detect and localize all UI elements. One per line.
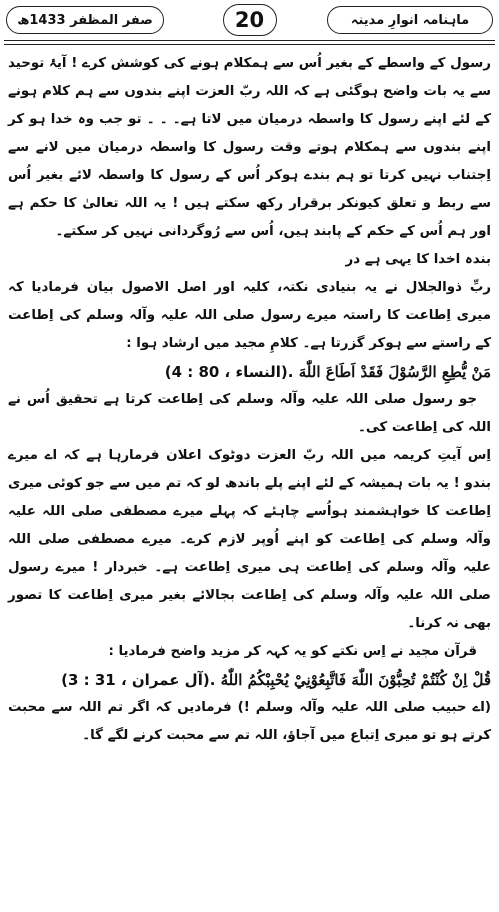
verse-1-reference: .(النساء ، 80 : 4) — [164, 363, 294, 381]
paragraph-4: اِس آیتِ کریمہ میں اللہ ربّ العزت دوٹوک اعلان فرمارہا ہے کہ اے میرے بندو ! یہ بات ہمیشہ کے لئے اپنے پلے باندھ لو کہ تم میں سے جو کوئی میری اِطاعت کا خواہشمند ہواُسے چاہئے کہ پہلے میرے مصطفی صلی اللہ علیہ وآلہ وسلم کی اِطاعت کو اپنے اُوپر لازم کرے۔ میرے مصطفی صلی اللہ علیہ وآلہ وسلم کی اِطاعت ہی میری اِطاعت ہے۔ خبردار ! میرے رسول صلی اللہ علیہ وآلہ وسلم کی اِطاعت بجالائے بغیر میری اِطاعت کا تصور بھی نہ کرنا۔ — [8, 448, 491, 631]
magazine-title: ماہنامہ انوارِ مدینہ — [327, 6, 493, 34]
paragraph-5: قرآن مجید نے اِس نکتے کو یہ کہہ کر مزید واضح فرمادیا : — [108, 644, 477, 659]
page-number: 20 — [223, 4, 277, 36]
quran-verse-2 — [8, 666, 491, 694]
quran-verse-1 — [8, 358, 491, 386]
paragraph-1: رسول کے واسطے کے بغیر اُس سے ہمکلام ہونے کی کوشش کرے ! آیۂ توحید سے یہ بات واضح ہوگئی ہے کہ اللہ ربّ العزت اپنے بندوں سے ہم کلام ہونے کے لئے اپنے رسول کا واسطہ درمیان میں لاتا ہے۔ ۔ ۔ تو جب وہ خدا ہو کر اپنے بندوں سے ہمکلام ہوتے وقت رسول کا واسطہ درمیان میں لانے سے اِجتناب نہیں کرتا تو ہم بندے ہوکر اُس کے رسول کا واسطہ لائے بغیر اُس سے ربط و تعلق کیونکر برقرار رکھ سکتے ہیں ! یہ اللہ تعالیٰ کا حکم ہے اور ہم اُس کے حکم کے پابند ہیں، اُس سے رُوگردانی نہیں کر سکتے۔ — [8, 56, 491, 239]
paragraph-3: جو رسول صلی اللہ علیہ وآلہ وسلم کی اِطاعت کرتا ہے تحقیق اُس نے اللہ کی اِطاعت کی۔ — [8, 392, 491, 435]
paragraph-2: ربِّ ذوالجلال نے یہ بنیادی نکتہ، کلیہ اور اصل الاصول بیان فرمادیا کہ میری اِطاعت کا راستہ میرے رسول صلی اللہ علیہ وآلہ وسلم کی اِطاعت کے راستے سے ہوکر گزرتا ہے۔ کلامِ مجید میں ارشاد ہوا : — [8, 280, 491, 351]
page-header — [4, 4, 495, 38]
verse-2-reference: .(آل عمران ، 31 : 3) — [61, 671, 216, 689]
subheading: بندہ اخدا کا یہی ہے در — [345, 252, 491, 267]
verse-1-text: مَنْ يُّطِعِ الرَّسُوْلَ فَقَدْ اَطَاعَ اللّٰهَ — [298, 363, 491, 381]
paragraph-6: (اے حبیب صلی اللہ علیہ وآلہ وسلم !) فرمادیں کہ اگر تم اللہ سے محبت کرتے ہو تو میری اِتباع میں آجاؤ، اللہ تم سے محبت کرنے لگے گا۔ — [8, 700, 491, 743]
header-rule-top — [4, 40, 495, 41]
verse-2-text: قُلْ اِنْ كُنْتُمْ تُحِبُّوْنَ اللّٰهَ فَاتَّبِعُوْنِيْ يُحْبِبْكُمُ اللّٰهُ — [220, 671, 491, 689]
issue-date-label: صفر المظفر 1433ھ — [6, 6, 164, 34]
article-body — [8, 50, 491, 750]
header-rule-bottom — [4, 44, 495, 45]
